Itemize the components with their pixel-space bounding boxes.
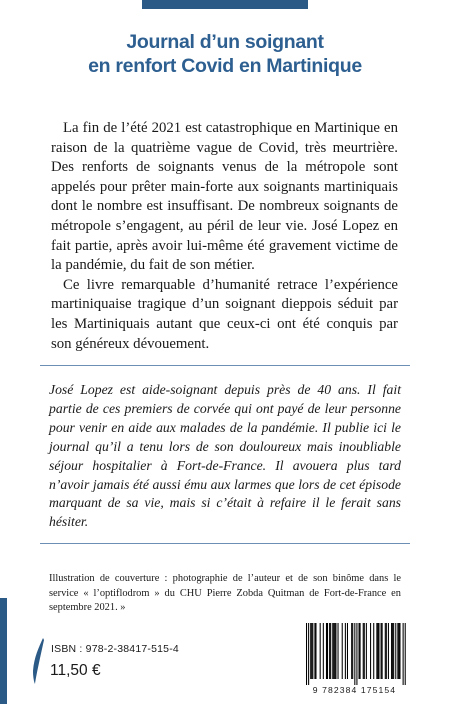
barcode-bar: [393, 623, 394, 679]
barcode-bars: [299, 621, 410, 685]
barcode-bar: [327, 623, 328, 679]
barcode-bar: [320, 623, 321, 679]
barcode-digits: 9 782384 175154: [312, 685, 397, 695]
barcode-bar: [377, 623, 378, 679]
barcode-bar: [405, 623, 406, 685]
barcode-bar: [397, 623, 398, 679]
barcode-bar: [364, 623, 365, 679]
feather-quill-icon: [30, 637, 46, 685]
barcode-bar: [373, 623, 374, 679]
barcode-bar: [382, 623, 383, 679]
barcode-bar: [378, 623, 379, 679]
barcode-bar: [363, 623, 364, 679]
barcode-bar: [398, 623, 399, 679]
barcode-bar: [386, 623, 387, 679]
barcode-bar: [395, 623, 396, 679]
barcode-bar: [354, 623, 355, 685]
barcode-bar: [308, 623, 309, 685]
barcode-bar: [314, 623, 315, 679]
barcode-bar: [392, 623, 393, 679]
summary-paragraph-1: La fin de l’été 2021 est catastrophique en Martinique en raison de la quatrième vague de Covid, très meurtrière. Des renforts de soignants venus de la métropole sont appelés pour prêter main-forte aux soignants martiniquais dont le nombre est insuffisant. De nombreux soignants de métropole s’engagent, au péril de leur vie. José Lopez en fait partie, après avoir lui-même été gravement victime de la pandémie, du fait de son métier.: [51, 120, 398, 274]
summary-paragraph-2: Ce livre remarquable d’humanité retrace l’expérience martiniquaise tragique d’un soignant dieppois séduit par les Martiniquais autant que ceux-ci ont été conquis par son généreux dévouement.: [51, 276, 398, 352]
barcode-bar: [326, 623, 327, 679]
barcode-bar: [347, 623, 348, 679]
book-title-line-2: en renfort Covid en Martinique: [88, 55, 362, 77]
barcode-bar: [399, 623, 400, 679]
left-accent-strip: [0, 598, 7, 704]
barcode-bar: [376, 623, 377, 679]
barcode-bar: [333, 623, 334, 679]
book-title-line-1: Journal d’un soignant: [126, 31, 324, 53]
barcode-bar: [335, 623, 336, 679]
barcode-bar: [356, 623, 357, 685]
barcode-bar: [310, 623, 311, 679]
barcode-bar: [312, 623, 313, 679]
barcode-bar: [381, 623, 382, 679]
isbn: ISBN : 978-2-38417-515-4: [51, 643, 179, 655]
barcode-bar: [330, 623, 331, 679]
barcode-bar: [391, 623, 392, 679]
barcode-bar: [315, 623, 316, 679]
barcode-bar: [345, 623, 346, 679]
barcode-bar: [370, 623, 371, 679]
barcode-bar: [352, 623, 353, 679]
barcode-bar: [385, 623, 386, 679]
barcode-bar: [338, 623, 339, 679]
cover-illustration-credit: Illustration de couverture : photographie de l’auteur et de son binôme dans le service « l’optiflodrom » du CHU Pierre Zobda Quitman de Fort-de-France en septembre 2021. »: [49, 573, 401, 613]
barcode-bar: [332, 623, 333, 679]
barcode-bar: [403, 623, 404, 685]
barcode-bar: [329, 623, 330, 679]
barcode-bar: [360, 623, 361, 679]
barcode-bar: [351, 623, 352, 679]
barcode-bar: [306, 623, 307, 685]
barcode-bar: [388, 623, 389, 679]
divider-upper: [40, 365, 410, 366]
divider-lower: [40, 543, 410, 544]
book-title: [40, 30, 410, 78]
barcode-bar: [311, 623, 312, 679]
author-bio: José Lopez est aide-soignant depuis près de 40 ans. Il fait partie de ces premiers de corvée qui ont payé de leur personne pour venir en aide aux malades de la pandémie. Il publie ici le journal qu’il a tenu lors de son douloureux mais inoubliable séjour hospitalier à Fort-de-France. Il avouera plus tard n’avoir jamais été aussi ému aux larmes que lors de cet épisode marquant de sa vie, mais si c’était à refaire il le ferait sans hésiter.: [49, 382, 401, 530]
back-cover-summary: [51, 119, 398, 354]
barcode-bar: [342, 623, 343, 679]
barcode-bar: [366, 623, 367, 679]
barcode-bar: [334, 623, 335, 679]
barcode-bar: [359, 623, 360, 679]
barcode: [299, 621, 410, 697]
top-accent-bar: [142, 0, 308, 9]
price: 11,50 €: [50, 662, 101, 679]
barcode-bar: [323, 623, 324, 679]
